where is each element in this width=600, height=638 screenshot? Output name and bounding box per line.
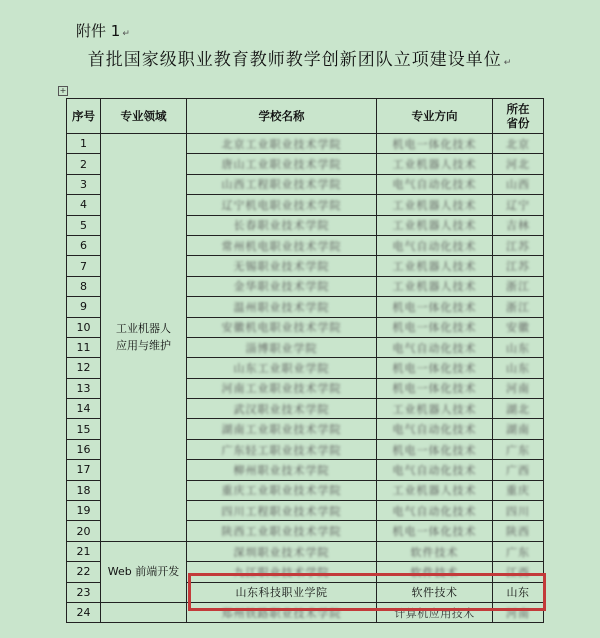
col-header-field: 专业领域 <box>101 99 187 134</box>
school-name-cell: 武汉职业技术学院 <box>187 399 377 419</box>
row-number: 1 <box>67 134 101 154</box>
direction-cell: 机电一体化技术 <box>377 297 493 317</box>
row-number: 8 <box>67 276 101 296</box>
school-name-cell: 重庆工业职业技术学院 <box>187 480 377 500</box>
row-number: 15 <box>67 419 101 439</box>
direction-cell: 电气自动化技术 <box>377 460 493 480</box>
field-label-line: Web 前端开发 <box>107 565 180 579</box>
row-number: 24 <box>67 602 101 622</box>
direction-cell: 机电一体化技术 <box>377 521 493 541</box>
province-cell: 浙江 <box>493 276 544 296</box>
province-cell: 辽宁 <box>493 195 544 215</box>
school-name-cell: 温州职业技术学院 <box>187 297 377 317</box>
province-cell: 山东 <box>493 358 544 378</box>
row-number: 22 <box>67 562 101 582</box>
units-table <box>66 98 544 623</box>
province-cell: 吉林 <box>493 215 544 235</box>
row-number: 13 <box>67 378 101 398</box>
row-number: 19 <box>67 501 101 521</box>
field-label-line: 应用与维护 <box>116 339 171 353</box>
col-header-direction: 专业方向 <box>377 99 493 134</box>
province-cell: 湖南 <box>493 419 544 439</box>
school-name-cell: 陕西工业职业技术学院 <box>187 521 377 541</box>
province-cell: 江西 <box>493 562 544 582</box>
row-number: 10 <box>67 317 101 337</box>
province-cell: 浙江 <box>493 297 544 317</box>
school-name-cell: 长春职业技术学院 <box>187 215 377 235</box>
row-number: 4 <box>67 195 101 215</box>
direction-cell: 工业机器人技术 <box>377 195 493 215</box>
school-name-cell: 辽宁机电职业技术学院 <box>187 195 377 215</box>
province-cell: 陕西 <box>493 521 544 541</box>
province-cell: 北京 <box>493 134 544 154</box>
table-header-row <box>67 99 544 134</box>
col-header-school: 学校名称 <box>187 99 377 134</box>
row-number: 2 <box>67 154 101 174</box>
direction-cell: 工业机器人技术 <box>377 215 493 235</box>
field-cell-empty <box>101 602 187 622</box>
school-name-cell: 郑州铁路职业技术学院 <box>187 602 377 622</box>
direction-cell: 工业机器人技术 <box>377 154 493 174</box>
province-cell: 河北 <box>493 154 544 174</box>
province-cell: 广东 <box>493 439 544 459</box>
col-header-province: 所在 省份 <box>493 99 544 134</box>
row-number: 23 <box>67 582 101 602</box>
direction-cell: 电气自动化技术 <box>377 419 493 439</box>
direction-cell: 电气自动化技术 <box>377 174 493 194</box>
row-number: 6 <box>67 235 101 255</box>
direction-cell: 软件技术 <box>377 562 493 582</box>
school-name-cell: 常州机电职业技术学院 <box>187 235 377 255</box>
direction-cell: 工业机器人技术 <box>377 276 493 296</box>
school-name-cell: 广东轻工职业技术学院 <box>187 439 377 459</box>
row-number: 9 <box>67 297 101 317</box>
row-number: 14 <box>67 399 101 419</box>
direction-cell: 电气自动化技术 <box>377 235 493 255</box>
direction-cell: 计算机应用技术 <box>377 602 493 622</box>
direction-cell: 电气自动化技术 <box>377 501 493 521</box>
row-number: 20 <box>67 521 101 541</box>
province-cell: 山东 <box>493 582 544 602</box>
direction-cell: 机电一体化技术 <box>377 439 493 459</box>
province-cell: 重庆 <box>493 480 544 500</box>
direction-cell: 工业机器人技术 <box>377 399 493 419</box>
row-number: 16 <box>67 439 101 459</box>
province-cell: 广东 <box>493 541 544 561</box>
paragraph-mark: ↵ <box>122 29 130 39</box>
school-name-cell: 安徽机电职业技术学院 <box>187 317 377 337</box>
province-cell: 山西 <box>493 174 544 194</box>
school-name-cell: 河南工业职业技术学院 <box>187 378 377 398</box>
school-name-cell: 金华职业技术学院 <box>187 276 377 296</box>
table-row <box>67 134 544 154</box>
field-cell-web <box>101 541 187 602</box>
school-name-cell: 北京工业职业技术学院 <box>187 134 377 154</box>
direction-cell: 工业机器人技术 <box>377 256 493 276</box>
school-name-cell: 山东科技职业学院 <box>187 582 377 602</box>
school-name-cell: 九江职业技术学院 <box>187 562 377 582</box>
paragraph-mark: ↵ <box>503 58 513 68</box>
annex-label: 附件 1 ↵ <box>76 22 130 40</box>
direction-cell: 工业机器人技术 <box>377 480 493 500</box>
table-move-handle-icon[interactable]: + <box>59 86 67 95</box>
school-name-cell: 淄博职业学院 <box>187 337 377 357</box>
province-cell: 江苏 <box>493 256 544 276</box>
province-cell: 江苏 <box>493 235 544 255</box>
school-name-cell: 深圳职业技术学院 <box>187 541 377 561</box>
school-name-cell: 柳州职业技术学院 <box>187 460 377 480</box>
row-number: 18 <box>67 480 101 500</box>
province-cell: 山东 <box>493 337 544 357</box>
province-cell: 广西 <box>493 460 544 480</box>
school-name-cell: 山西工程职业技术学院 <box>187 174 377 194</box>
province-cell: 河南 <box>493 378 544 398</box>
document-title: 首批国家级职业教育教师教学创新团队立项建设单位 ↵ <box>87 50 513 70</box>
direction-cell: 机电一体化技术 <box>377 378 493 398</box>
province-cell: 河南 <box>493 602 544 622</box>
school-name-cell: 湖南工业职业技术学院 <box>187 419 377 439</box>
row-number: 12 <box>67 358 101 378</box>
school-name-cell: 无锡职业技术学院 <box>187 256 377 276</box>
school-name-cell: 唐山工业职业技术学院 <box>187 154 377 174</box>
direction-cell: 机电一体化技术 <box>377 358 493 378</box>
row-number: 3 <box>67 174 101 194</box>
direction-cell: 软件技术 <box>377 582 493 602</box>
row-number: 21 <box>67 541 101 561</box>
table-row <box>67 541 544 561</box>
province-cell: 四川 <box>493 501 544 521</box>
school-name-cell: 山东工业职业学院 <box>187 358 377 378</box>
row-number: 5 <box>67 215 101 235</box>
col-header-no: 序号 <box>67 99 101 134</box>
row-number: 11 <box>67 337 101 357</box>
direction-cell: 机电一体化技术 <box>377 317 493 337</box>
direction-cell: 机电一体化技术 <box>377 134 493 154</box>
row-number: 17 <box>67 460 101 480</box>
province-cell: 安徽 <box>493 317 544 337</box>
field-cell-robotics <box>101 134 187 542</box>
highlight-box <box>188 573 546 611</box>
province-cell: 湖北 <box>493 399 544 419</box>
school-name-cell: 四川工程职业技术学院 <box>187 501 377 521</box>
row-number: 7 <box>67 256 101 276</box>
direction-cell: 电气自动化技术 <box>377 337 493 357</box>
field-label-line: 工业机器人 <box>116 322 171 336</box>
direction-cell: 软件技术 <box>377 541 493 561</box>
